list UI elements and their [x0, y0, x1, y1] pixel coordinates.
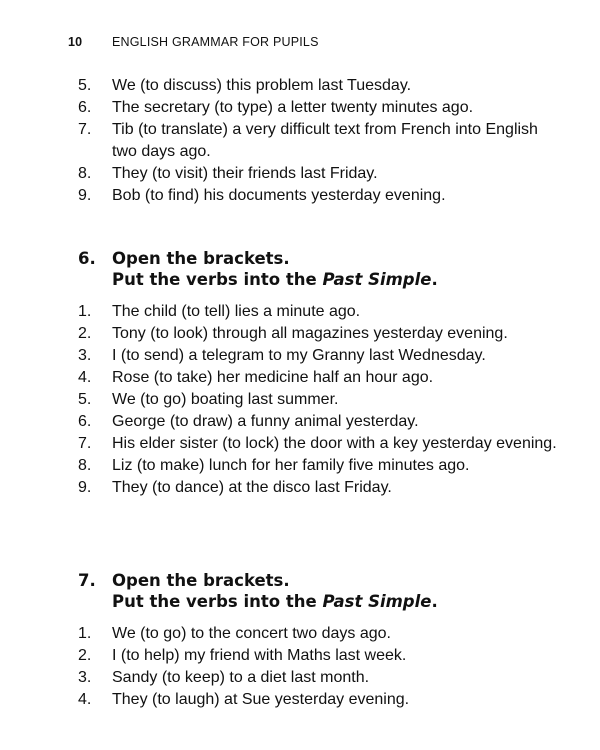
exercise-number: 6. [78, 249, 96, 268]
item-text: Tony (to look) through all magazines yesterday evening. [112, 325, 508, 342]
list-item [78, 301, 558, 323]
instruction-line-2 [112, 269, 438, 290]
exercise-7-list [78, 623, 558, 711]
item-number: 7. [78, 121, 92, 138]
exercise-7-heading [78, 570, 438, 612]
exercise-6-list [78, 301, 558, 499]
item-number: 8. [78, 165, 92, 182]
exercise-instructions [112, 570, 438, 612]
item-text: They (to dance) at the disco last Friday. [112, 479, 392, 496]
item-number: 4. [78, 369, 92, 386]
list-item [78, 323, 558, 345]
list-item [78, 163, 558, 185]
item-number: 8. [78, 457, 92, 474]
item-text: The secretary (to type) a letter twenty minutes ago. [112, 99, 474, 116]
instruction-period: . [431, 270, 438, 289]
item-number: 9. [78, 479, 92, 496]
exercise-instructions [112, 248, 438, 290]
item-number: 7. [78, 435, 92, 452]
item-text: They (to visit) their friends last Friday. [112, 165, 378, 182]
list-item [78, 645, 558, 667]
item-number: 9. [78, 187, 92, 204]
list-item [78, 345, 558, 367]
list-item [78, 477, 558, 499]
item-number: 6. [78, 99, 92, 116]
item-text: Sandy (to keep) to a diet last month. [112, 669, 370, 686]
book-title: ENGLISH GRAMMAR FOR PUPILS [112, 35, 319, 49]
list-item [78, 97, 558, 119]
list-item [78, 119, 558, 163]
item-number: 5. [78, 391, 92, 408]
item-number: 1. [78, 303, 92, 320]
item-number: 6. [78, 413, 92, 430]
exercise-number: 7. [78, 571, 96, 590]
list-item [78, 389, 558, 411]
continued-exercise-list [78, 75, 558, 207]
list-item [78, 185, 558, 207]
item-text: We (to discuss) this problem last Tuesday. [112, 77, 412, 94]
instruction-text: Put the verbs into the [112, 592, 323, 611]
instruction-text: Put the verbs into the [112, 270, 323, 289]
item-number: 3. [78, 347, 92, 364]
item-text: We (to go) to the concert two days ago. [112, 625, 391, 642]
item-text: The child (to tell) lies a minute ago. [112, 303, 361, 320]
list-item [78, 75, 558, 97]
item-text: We (to go) boating last summer. [112, 391, 339, 408]
item-number: 4. [78, 691, 92, 708]
list-item [78, 623, 558, 645]
item-number: 1. [78, 625, 92, 642]
item-number: 2. [78, 325, 92, 342]
item-text: His elder sister (to lock) the door with a key yesterday evening. [112, 435, 557, 452]
item-text: I (to help) my friend with Maths last week. [112, 647, 407, 664]
instruction-line-1: Open the brackets. [112, 249, 290, 268]
item-number: 5. [78, 77, 92, 94]
item-text: Bob (to find) his documents yesterday evening. [112, 187, 446, 204]
list-item [78, 455, 558, 477]
list-item [78, 433, 558, 455]
exercise-6-heading [78, 248, 438, 290]
tense-name: Past Simple [322, 592, 432, 611]
item-text: George (to draw) a funny animal yesterday. [112, 413, 419, 430]
item-text: Liz (to make) lunch for her family five minutes ago. [112, 457, 470, 474]
instruction-line-2 [112, 591, 438, 612]
list-item [78, 689, 558, 711]
item-number: 2. [78, 647, 92, 664]
instruction-line-1: Open the brackets. [112, 571, 290, 590]
item-text: They (to laugh) at Sue yesterday evening. [112, 691, 410, 708]
instruction-period: . [431, 592, 438, 611]
page-header [68, 35, 319, 49]
item-text: Tib (to translate) a very difficult text from French into English two days ago. [112, 121, 538, 160]
item-text: Rose (to take) her medicine half an hour ago. [112, 369, 434, 386]
list-item [78, 367, 558, 389]
page-number: 10 [68, 35, 83, 49]
tense-name: Past Simple [322, 270, 432, 289]
item-text: I (to send) a telegram to my Granny last Wednesday. [112, 347, 486, 364]
list-item [78, 411, 558, 433]
list-item [78, 667, 558, 689]
item-number: 3. [78, 669, 92, 686]
